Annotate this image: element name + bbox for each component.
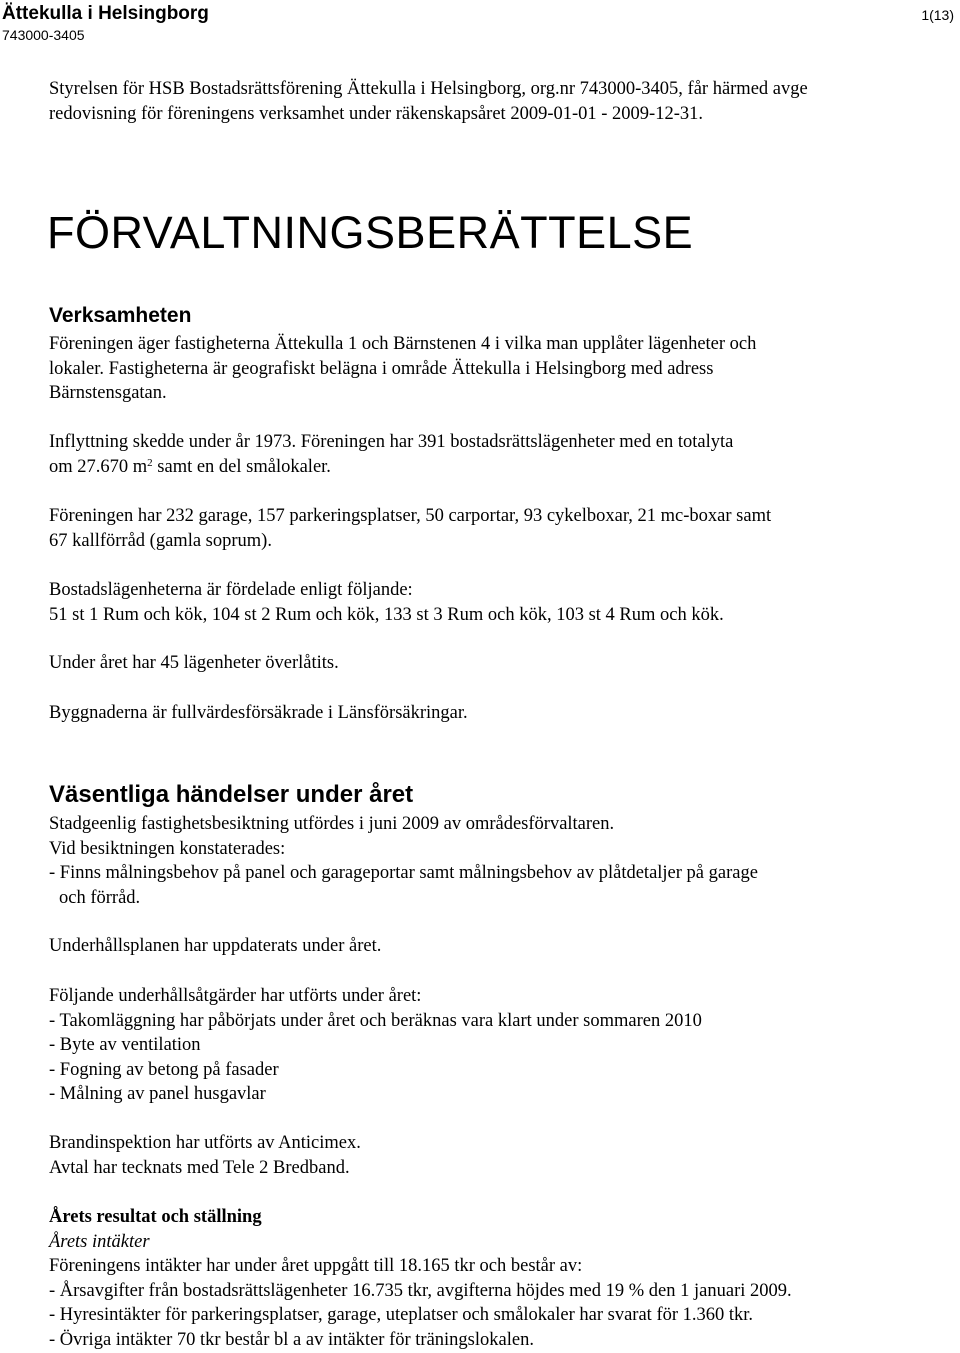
text-line: Vid besiktningen konstaterades: [49,838,286,859]
main-title: FÖRVALTNINGSBERÄTTELSE [47,207,694,258]
list-item: - Hyresintäkter för parkeringsplatser, garage, uteplatser och smålokaler har svarat för 1.360 tkr. [49,1305,754,1326]
intro-paragraph [49,77,949,126]
list-item: - Målning av panel husgavlar [49,1084,266,1105]
text-line: Föreningen har 232 garage, 157 parkeringsplatser, 50 carportar, 93 cykelboxar, 21 mc-boxar samt [49,506,772,526]
section-heading-result: Årets resultat och ställning [49,1207,262,1227]
text-line: och förråd. [59,887,141,908]
verksamheten-paragraph-4 [49,578,949,627]
text-line [49,455,949,480]
text-line: Inflyttning skedde under år 1973. Föreningen har 391 bostadsrättslägenheter med en totalyta [49,432,734,452]
text-line: 51 st 1 Rum och kök, 104 st 2 Rum och kök, 133 st 3 Rum och kök, 103 st 4 Rum och kök. [49,604,724,625]
text-line: Stadgeenlig fastighetsbesiktning utfördes i juni 2009 av områdesförvaltaren. [49,814,615,834]
text-line: Föreningens intäkter har under året uppgått till 18.165 tkr och består av: [49,1256,583,1277]
list-item: - Övriga intäkter 70 tkr består bl a av intäkter för träningslokalen. [49,1329,534,1350]
intro-line: Styrelsen för HSB Bostadsrättsförening Ättekulla i Helsingborg, org.nr 743000-3405, får härmed avge [49,79,808,99]
verksamheten-paragraph-6: Byggnaderna är fullvärdesförsäkrade i Länsförsäkringar. [49,703,468,723]
verksamheten-paragraph-1 [49,332,949,406]
text-line: lokaler. Fastigheterna är geografiskt belägna i område Ättekulla i Helsingborg med adress [49,358,714,379]
list-item: - Årsavgifter från bostadsrättslägenheter 16.735 tkr, avgifterna höjdes med 19 % den 1 januari 2009. [49,1280,792,1301]
text-line: Avtal har tecknats med Tele 2 Bredband. [49,1157,350,1178]
verksamheten-paragraph-3 [49,504,949,553]
intro-line: redovisning för föreningens verksamhet under räkenskapsåret 2009-01-01 - 2009-12-31. [49,103,703,124]
events-block-3 [49,984,949,1107]
area-text: om 27.670 m [49,456,148,477]
section-heading-events: Väsentliga händelser under året [49,781,414,808]
text-line: Brandinspektion har utförts av Anticimex. [49,1133,361,1153]
page-number: 1(13) [921,7,954,23]
header-org-number: 743000-3405 [2,27,85,43]
area-text-rest: samt en del smålokaler. [152,456,331,477]
text-line: Bärnstensgatan. [49,383,167,404]
events-block-2: Underhållsplanen har uppdaterats under året. [49,936,382,956]
text-line: Föreningen äger fastigheterna Ättekulla 1 och Bärnstenen 4 i vilka man upplåter lägenheter och [49,334,757,354]
events-block-4 [49,1131,949,1180]
header-title: Ättekulla i Helsingborg [2,3,209,24]
result-block [49,1205,949,1353]
events-block-1 [49,812,949,910]
text-line: Följande underhållsåtgärder har utförts under året: [49,986,422,1006]
list-item: - Fogning av betong på fasader [49,1059,279,1080]
verksamheten-paragraph-2 [49,430,949,479]
list-item: - Byte av ventilation [49,1035,201,1056]
verksamheten-paragraph-5: Under året har 45 lägenheter överlåtits. [49,653,339,673]
text-line: - Finns målningsbehov på panel och garageportar samt målningsbehov av plåtdetaljer på garage [49,863,758,884]
text-line: Bostadslägenheterna är fördelade enligt följande: [49,580,413,600]
section-heading-verksamheten: Verksamheten [49,304,192,327]
text-line: 67 kallförråd (gamla soprum). [49,530,272,551]
area-superscript: 2 [147,456,153,469]
list-item: - Takomläggning har påbörjats under året och beräknas vara klart under sommaren 2010 [49,1010,702,1031]
subheading-income: Årets intäkter [49,1231,150,1252]
